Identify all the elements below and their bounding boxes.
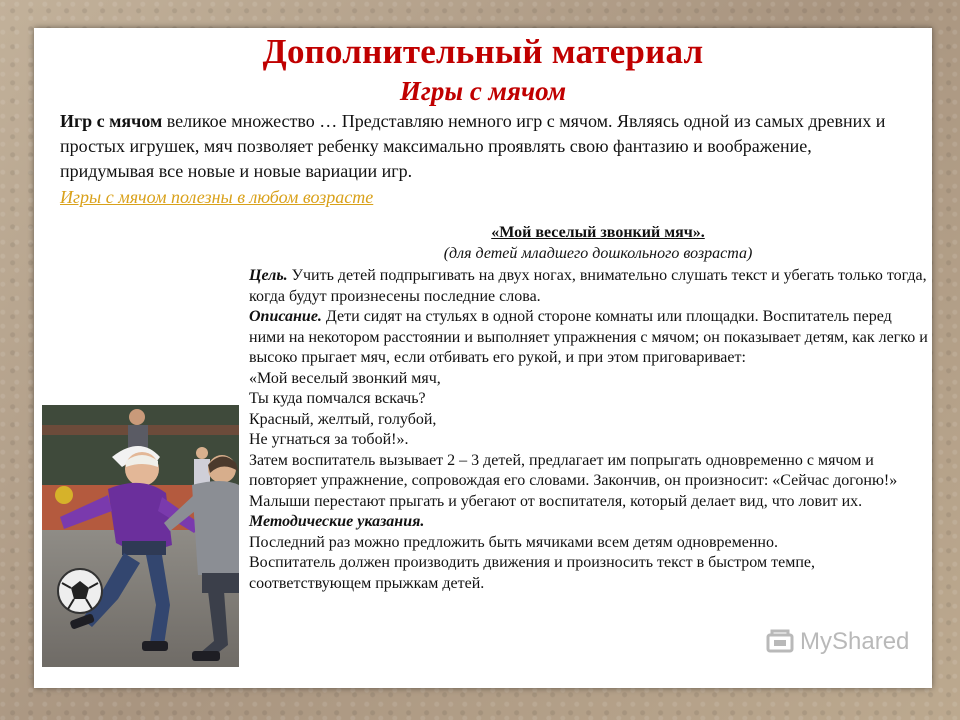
- game-title: «Мой веселый звонкий мяч».: [491, 224, 705, 241]
- description-paragraph: [249, 307, 929, 369]
- myshared-logo-icon: [766, 629, 796, 655]
- watermark-brand: MyShared: [800, 628, 910, 655]
- verse-line: Ты куда помчался вскачь?: [249, 390, 426, 407]
- description-text: Дети сидят на стульях в одной стороне комнаты или площадки. Воспитатель перед ними на некотором расстоянии и выполняет упражнения с мячом; он показывает детям, как легко и высоко прыгает мяч, если отбивать его рукой, и при этом приговаривает:: [249, 308, 928, 366]
- method-line: Воспитатель должен производить движения и произносить текст в быстром темпе, соответствующем прыжкам детей.: [249, 554, 815, 592]
- verse-line: «Мой веселый звонкий мяч,: [249, 369, 441, 387]
- photo-illustration: [42, 405, 239, 667]
- goal-paragraph: [249, 266, 929, 307]
- method-line: Последний раз можно предложить быть мячиками всем детям одновременно.: [249, 533, 778, 551]
- goal-text: Учить детей подпрыгивать на двух ногах, внимательно слушать текст и убегать только тогда, когда будут произнесены последние слова.: [249, 267, 927, 305]
- ball-games-link[interactable]: Игры с мячом полезны в любом возрасте: [60, 187, 374, 207]
- page-subtitle: Игры с мячом: [399, 76, 567, 106]
- continuation-paragraph: Затем воспитатель вызывает 2 – 3 детей, предлагает им попрыгать одновременно с мячом и повторяет упражнение, сопровождая его словами. Закончив, он произносит: «Сейчас догоню!» Малыши перестают прыгать и убегают от воспитателя, который делает вид, что ловит их.: [249, 451, 898, 510]
- slide: [34, 28, 932, 688]
- photo-kids-playing-ball: [42, 405, 239, 667]
- game-body: [249, 266, 929, 594]
- watermark: [766, 628, 909, 656]
- page-title: Дополнительный материал: [262, 32, 704, 71]
- intro-paragraph: [60, 109, 910, 184]
- verse-line: Красный, желтый, голубой,: [249, 410, 437, 428]
- intro-text: великое множество … Представляю немного игр с мячом. Являясь одной из самых древних и простых игрушек, мяч позволяет ребенку максимально проявлять свою фантазию и воображение, придумывая все новые и новые вариации игр.: [60, 111, 886, 181]
- description-label: Описание.: [249, 308, 322, 325]
- verse-line: Не угнаться за тобой!».: [249, 431, 409, 448]
- method-label: Методические указания.: [249, 513, 425, 530]
- intro-lead: Игр с мячом: [60, 111, 163, 131]
- game-age-note: (для детей младшего дошкольного возраста): [443, 245, 753, 262]
- goal-label: Цель.: [249, 267, 288, 284]
